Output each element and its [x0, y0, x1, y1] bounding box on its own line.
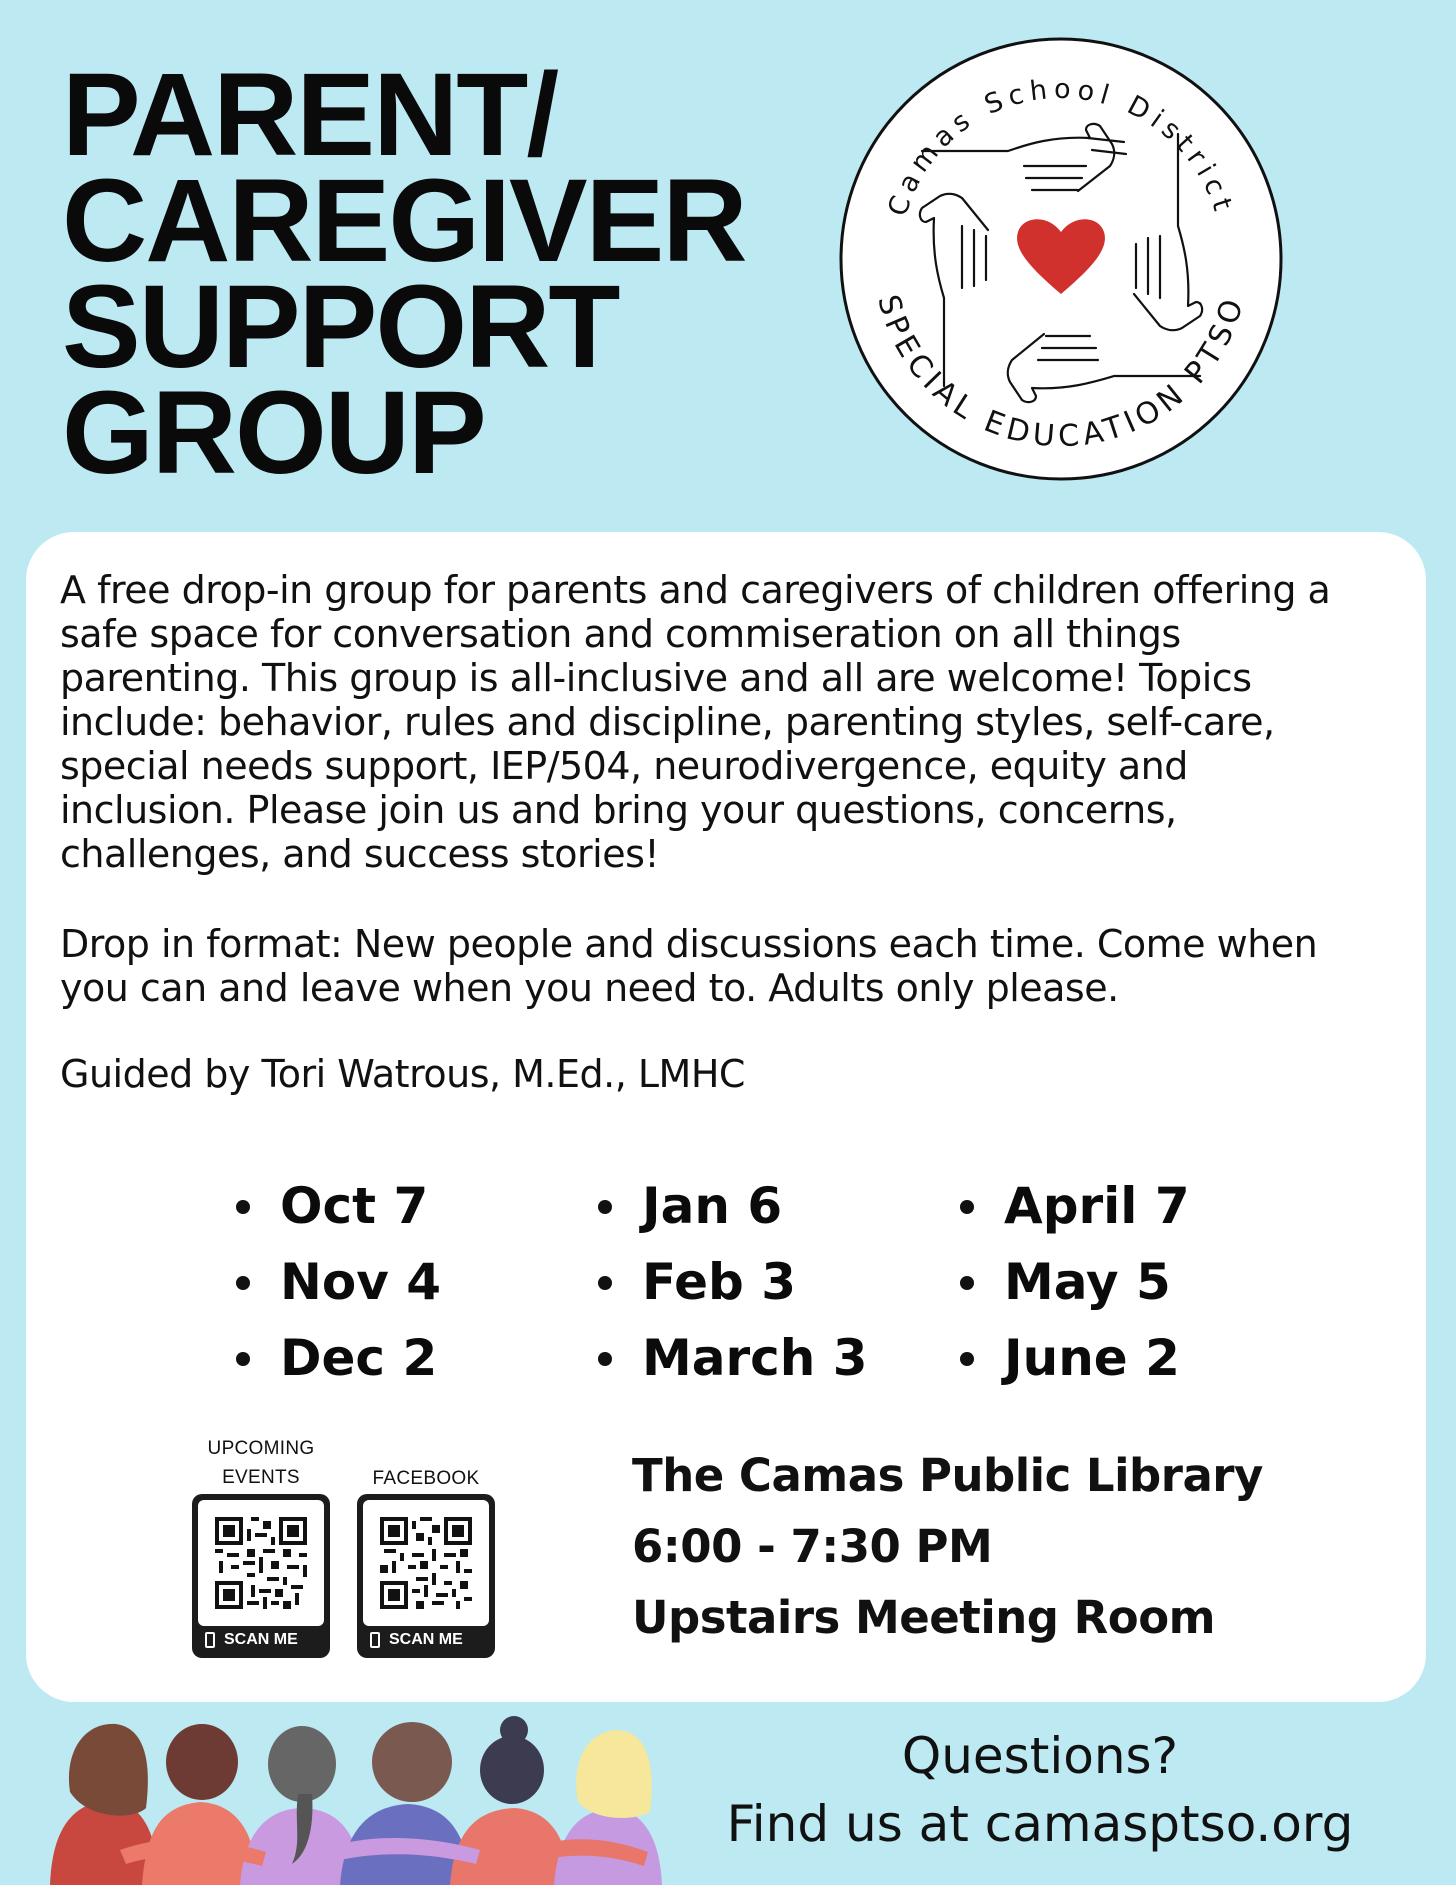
person-figure	[554, 1730, 662, 1885]
date-item: June 2	[956, 1320, 1190, 1396]
venue-room: Upstairs Meeting Room	[632, 1591, 1216, 1644]
ptso-logo	[828, 26, 1294, 492]
logo-top-text: Camas School District	[882, 73, 1240, 220]
person-figure	[340, 1722, 470, 1885]
page-title	[62, 49, 842, 499]
date-item: April 7	[956, 1168, 1190, 1244]
dates-column-2	[594, 1168, 868, 1396]
date-item: Dec 2	[232, 1320, 441, 1396]
title-line-1: PARENT/	[62, 49, 558, 181]
qr-code-icon	[215, 1517, 307, 1609]
people-group-illustration	[30, 1682, 670, 1885]
date-item: Feb 3	[594, 1244, 868, 1320]
qr-label-events: UPCOMING EVENTS	[207, 1438, 315, 1488]
date-item: Jan 6	[594, 1168, 868, 1244]
date-item: Nov 4	[232, 1244, 441, 1320]
dates-column-3	[956, 1168, 1190, 1396]
contact-info	[660, 1722, 1420, 1858]
person-figure	[50, 1724, 158, 1885]
format-paragraph: Drop in format: New people and discussions each time. Come when you can and leave when you need to. Adults only please.	[60, 922, 1318, 1010]
date-item: May 5	[956, 1244, 1190, 1320]
title-line-2: CAREGIVER	[62, 155, 746, 287]
date-item: Oct 7	[232, 1168, 441, 1244]
title-line-4: GROUP	[62, 367, 485, 499]
qr-code-icon	[380, 1517, 472, 1609]
scan-me-label: SCAN ME	[224, 1631, 298, 1648]
qr-code-facebook[interactable]	[357, 1494, 495, 1658]
contact-question: Questions?	[901, 1727, 1179, 1785]
logo-bottom-text: SPECIAL EDUCATION PTSO	[870, 290, 1252, 455]
guide-line: Guided by Tori Watrous, M.Ed., LMHC	[60, 1052, 745, 1096]
title-line-3: SUPPORT	[62, 261, 619, 393]
dates-column-1	[232, 1168, 441, 1396]
venue-place: The Camas Public Library	[632, 1449, 1263, 1502]
description-paragraph: A free drop-in group for parents and caregivers of children offering a safe space for conversation and commiseration on all things parenting. This group is all-inclusive and all are welcome! Topics include: behavior, rules and discipline, parenting styles, self-care, special needs support, IEP/504, neurodivergence, equity and inclusion. Please join us and bring your questions, concerns, challenges, and success stories!	[60, 568, 1331, 876]
qr-code-events[interactable]	[192, 1494, 330, 1658]
qr-label-facebook: FACEBOOK	[372, 1468, 480, 1489]
venue-info	[632, 1440, 1263, 1653]
venue-time: 6:00 - 7:30 PM	[632, 1520, 993, 1573]
scan-me-label: SCAN ME	[389, 1631, 463, 1648]
date-item: March 3	[594, 1320, 868, 1396]
contact-website[interactable]: Find us at camasptso.org	[726, 1795, 1354, 1853]
